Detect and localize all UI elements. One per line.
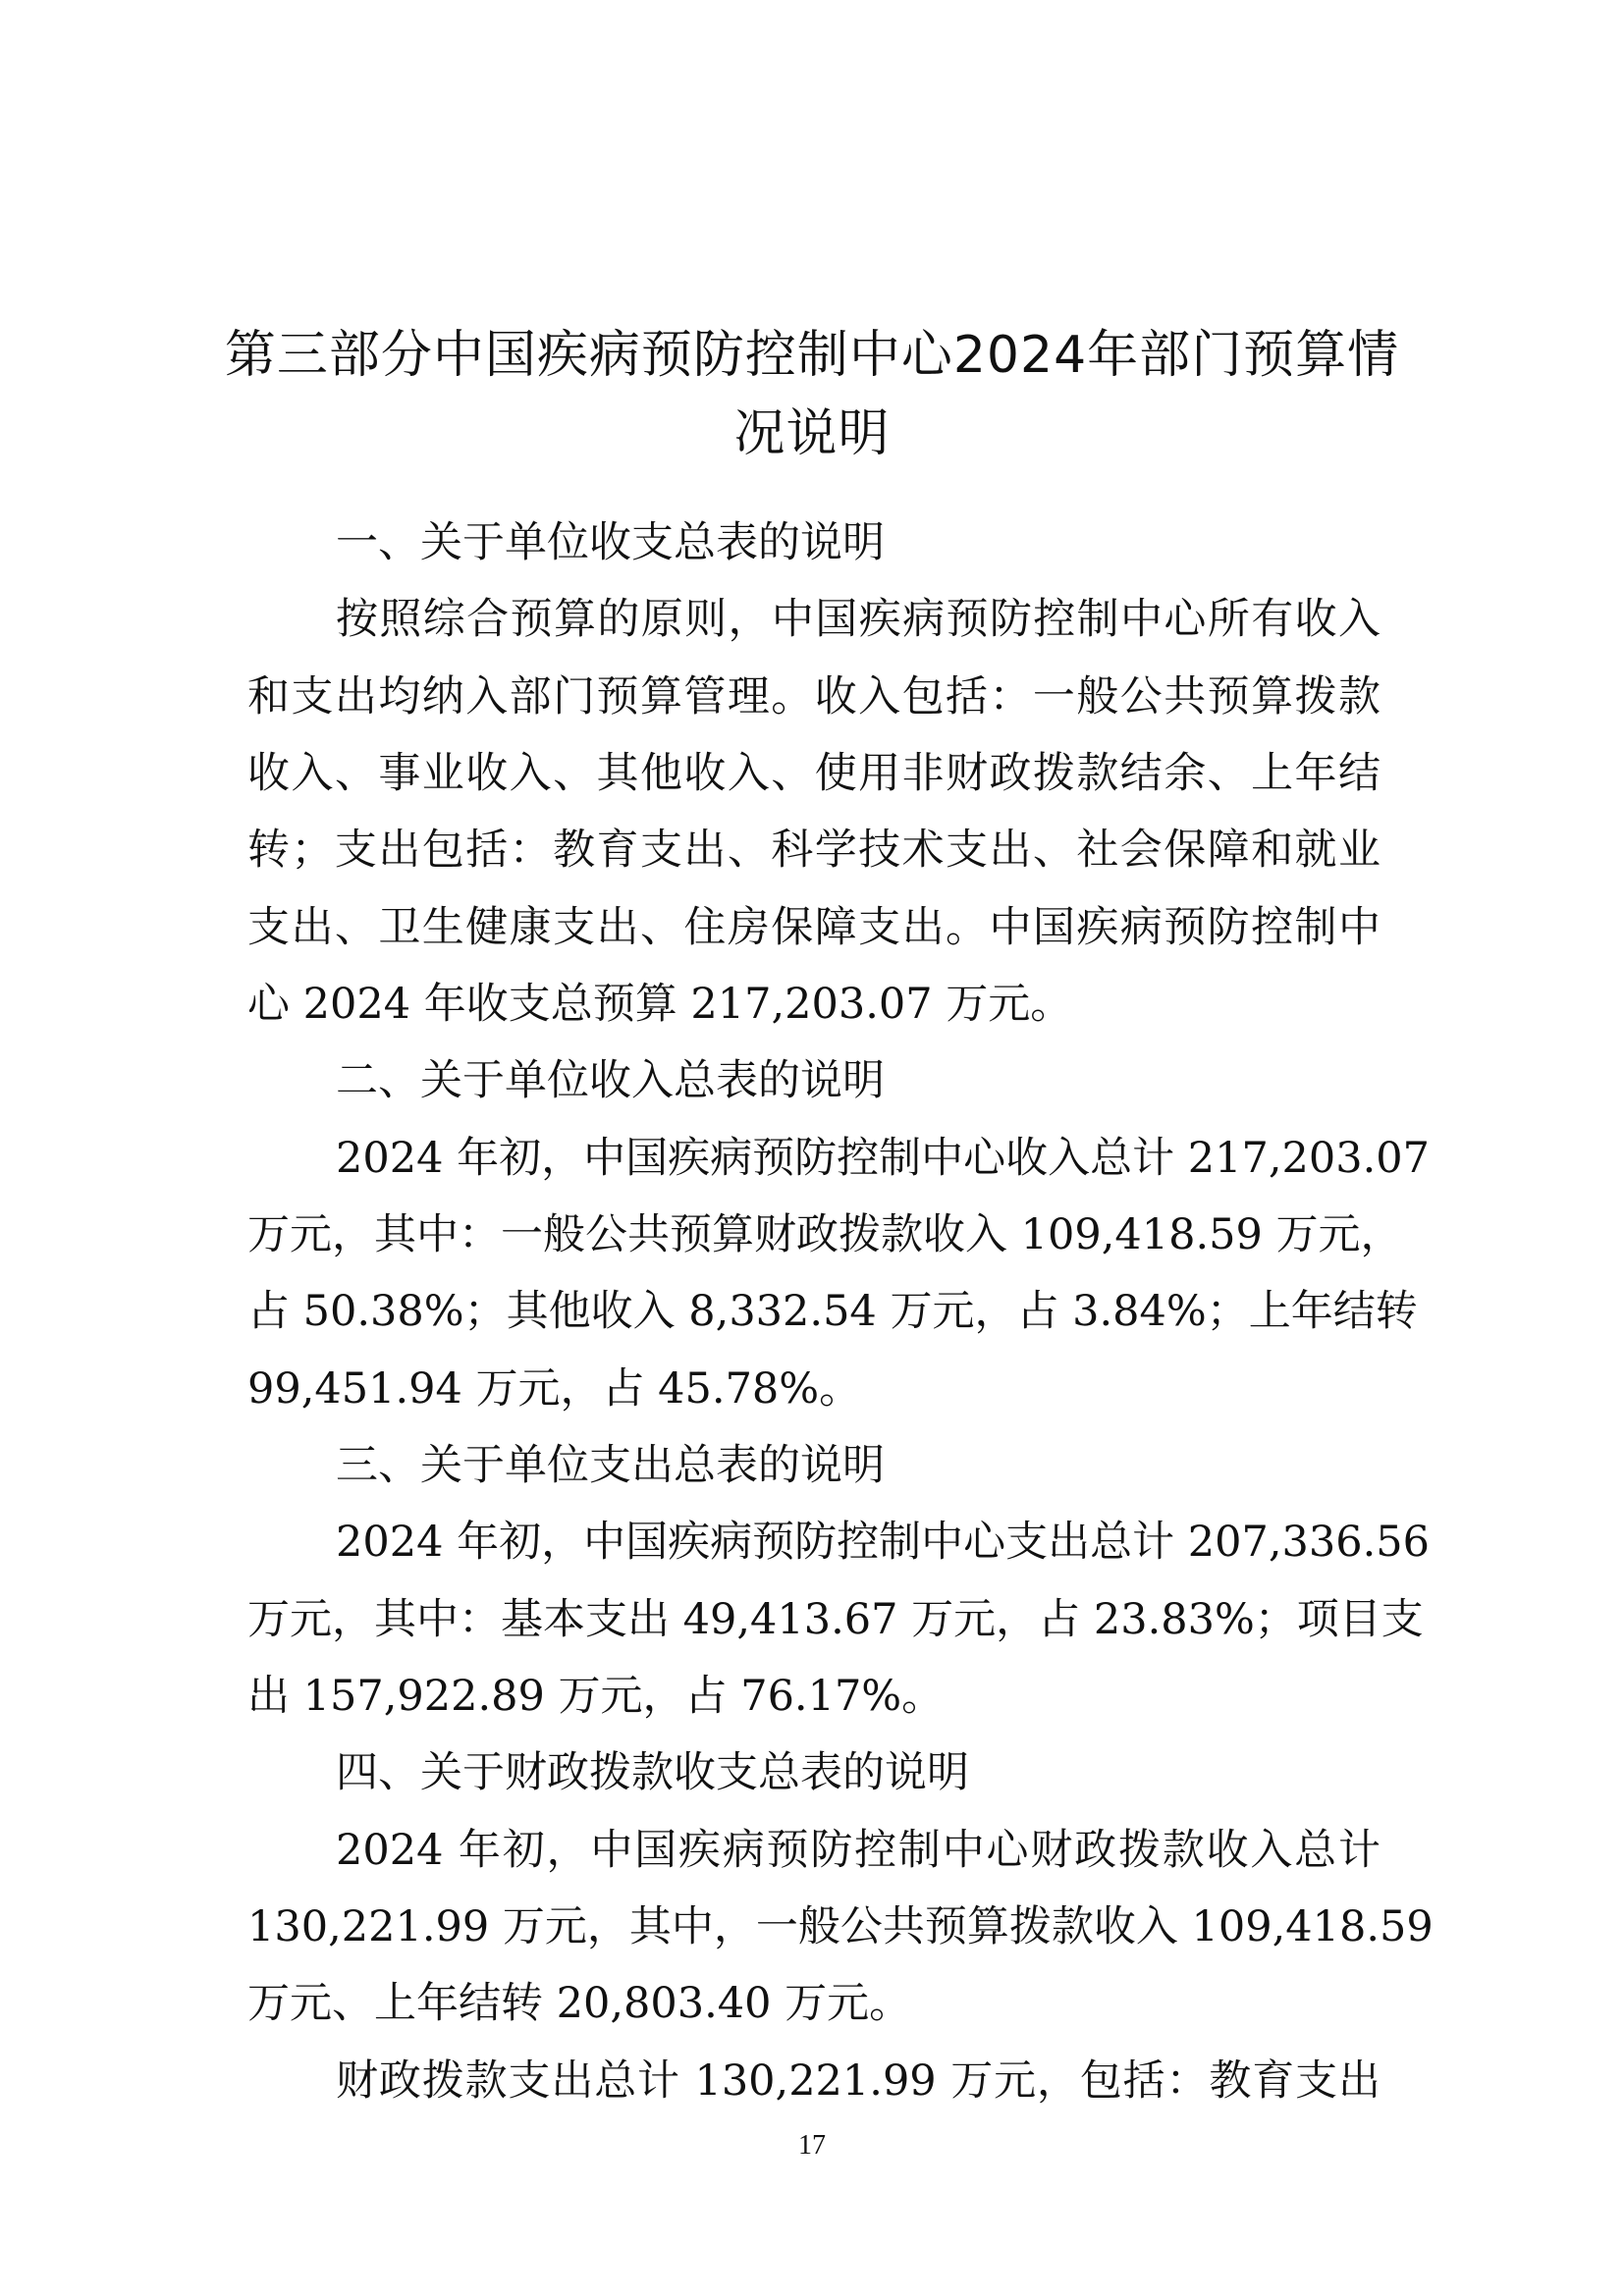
paragraph-line: 万元，其中：基本支出 49,413.67 万元，占 23.83%；项目支 <box>247 1595 1424 1644</box>
paragraph-line: 99,451.94 万元，占 45.78%。 <box>247 1364 862 1414</box>
paragraph-line: 万元、上年结转 20,803.40 万元。 <box>247 1979 912 2028</box>
paragraph-line: 130,221.99 万元，其中，一般公共预算拨款收入 109,418.59 <box>247 1902 1434 1951</box>
section-heading-1: 一、关于单位收支总表的说明 <box>336 518 885 567</box>
document-title-line-1: 第三部分中国疾病预防控制中心2024年部门预算情 <box>224 326 1400 385</box>
paragraph-line: 占 50.38%；其他收入 8,332.54 万元，占 3.84%；上年结转 <box>247 1287 1418 1336</box>
document-title-line-2: 况说明 <box>733 404 891 463</box>
paragraph-line: 支出、卫生健康支出、住房保障支出。中国疾病预防控制中 <box>247 903 1380 952</box>
paragraph-line: 按照综合预算的原则，中国疾病预防控制中心所有收入 <box>336 595 1380 644</box>
paragraph-line: 2024 年初，中国疾病预防控制中心收入总计 217,203.07 <box>336 1134 1430 1183</box>
paragraph-line: 心 2024 年收支总预算 217,203.07 万元。 <box>247 980 1073 1029</box>
paragraph-line: 转；支出包括：教育支出、科学技术支出、社会保障和就业 <box>247 826 1380 875</box>
paragraph-line: 收入、事业收入、其他收入、使用非财政拨款结余、上年结 <box>247 749 1380 798</box>
paragraph-line: 出 157,922.89 万元，占 76.17%。 <box>247 1672 945 1721</box>
section-heading-3: 三、关于单位支出总表的说明 <box>336 1441 885 1490</box>
paragraph-line: 财政拨款支出总计 130,221.99 万元，包括：教育支出 <box>336 2056 1380 2106</box>
section-heading-4: 四、关于财政拨款收支总表的说明 <box>336 1748 969 1797</box>
section-heading-2: 二、关于单位收入总表的说明 <box>336 1056 885 1105</box>
page-number: 17 <box>798 2130 826 2161</box>
paragraph-line: 2024 年初，中国疾病预防控制中心财政拨款收入总计 <box>336 1826 1380 1875</box>
paragraph-line: 万元，其中：一般公共预算财政拨款收入 109,418.59 万元， <box>247 1210 1403 1259</box>
paragraph-line: 和支出均纳入部门预算管理。收入包括：一般公共预算拨款 <box>247 672 1380 721</box>
paragraph-line: 2024 年初，中国疾病预防控制中心支出总计 207,336.56 <box>336 1518 1430 1567</box>
